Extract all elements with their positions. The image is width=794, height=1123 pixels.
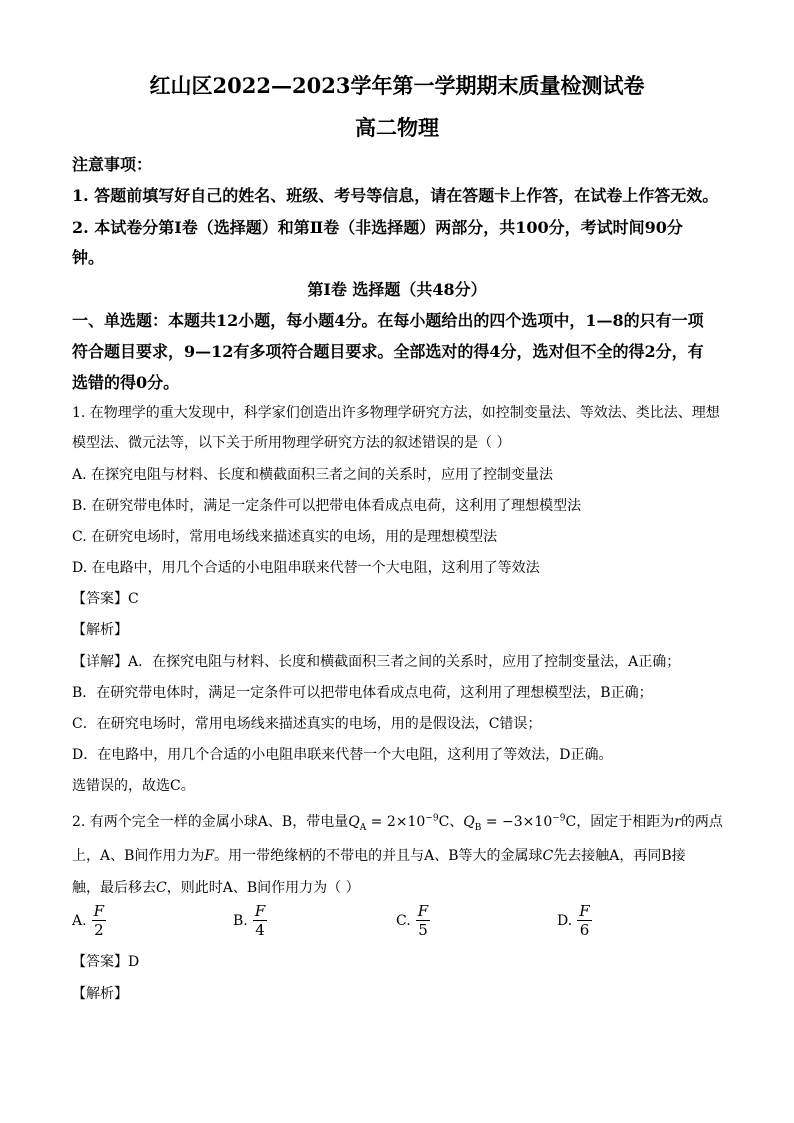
q1-option-b: B. 在研究带电体时，满足一定条件可以把带电体看成点电荷，这利用了理想模型法: [72, 498, 582, 514]
notice-item-1: 1. 答题前填写好自己的姓名、班级、考号等信息，请在答题卡上作答，在试卷上作答无效。: [72, 186, 719, 205]
q1-option-d: D. 在电路中，用几个合适的小电阻串联来代替一个大电阻，这利用了等效法: [72, 560, 540, 576]
q1-stem-line-2: 模型法、微元法等，以下关于所用物理学研究方法的叙述错误的是（ ）: [72, 435, 511, 451]
notice-item-2-cont: 钟。: [72, 248, 105, 267]
q2-stem-text: 2. 有两个完全一样的金属小球A、B，带电量: [72, 814, 349, 830]
part-intro-line-3: 选错的得0分。: [72, 373, 180, 392]
qb-formula: $Q_B = -3\times 10^{-9}C$: [463, 813, 577, 833]
q2-stem-line-2: 上，A、B间作用力为F。用一带绝缘柄的不带电的并且与A、B等大的金属球C先去接触A，再同B接: [72, 848, 686, 864]
q2-answer: 【答案】D: [72, 954, 140, 970]
q2-stem-line-3: 触，最后移去C，则此时A、B间作用力为（ ）: [72, 880, 360, 896]
c-symbol: C: [542, 848, 554, 864]
q1-detail-a: 【详解】A．在探究电阻与材料、长度和横截面积三者之间的关系时，应用了控制变量法，A正确；: [72, 654, 681, 670]
notice-heading: 注意事项：: [72, 155, 153, 174]
q2-analysis-label: 【解析】: [72, 986, 128, 1002]
q1-stem-line-1: 1. 在物理学的重大发现中，科学家们创造出许多物理学研究方法，如控制变量法、等效法、类比法、理想: [72, 405, 720, 421]
r-symbol: r: [674, 814, 681, 830]
q1-detail-c: C．在研究电场时，常用电场线来描述真实的电场，用的是假设法，C错误；: [72, 716, 542, 732]
q2-stem-line-1: 2. 有两个完全一样的金属小球A、B，带电量$Q_A = 2\times 10^{-9}C$、$Q_B = -3\times 10^{-9}C$，固定于相距为r的两点: [72, 813, 723, 833]
q2-option-d: D. $\frac{F}{6}$: [557, 902, 590, 939]
q1-analysis-label: 【解析】: [72, 622, 128, 638]
q1-detail-d: D．在电路中，用几个合适的小电阻串联来代替一个大电阻，这利用了等效法，D正确。: [72, 747, 613, 763]
f-symbol: F: [204, 848, 215, 864]
c-symbol-2: C: [156, 880, 167, 896]
q2-option-a: A. $\frac{F}{2}$: [72, 902, 105, 939]
q1-detail-b: B．在研究带电体时，满足一定条件可以把带电体看成点电荷，这利用了理想模型法，B正确；: [72, 685, 653, 701]
q1-option-a: A. 在探究电阻与材料、长度和横截面积三者之间的关系时，应用了控制变量法: [72, 467, 554, 483]
q2-option-b: B. $\frac{F}{4}$: [233, 902, 266, 939]
section-title: 第Ⅰ卷 选择题（共48分）: [307, 280, 487, 299]
part-intro-line-1: 一、单选题：本题共12小题，每小题4分。在每小题给出的四个选项中，1—8的只有一项: [72, 311, 704, 330]
q2-option-c: C. $\frac{F}{5}$: [396, 902, 429, 939]
qa-formula: $Q_A = 2\times 10^{-9}C$: [348, 813, 450, 833]
q1-conclusion: 选错误的，故选C。: [72, 778, 195, 794]
exam-subtitle: 高二物理: [355, 115, 439, 140]
exam-title: 红山区2022—2023学年第一学期期末质量检测试卷: [149, 73, 645, 98]
part-intro-line-2: 符合题目要求，9—12有多项符合题目要求。全部选对的得4分，选对但不全的得2分，有: [72, 342, 704, 361]
q1-answer: 【答案】C: [72, 591, 139, 607]
q1-option-c: C. 在研究电场时，常用电场线来描述真实的电场，用的是理想模型法: [72, 529, 498, 545]
notice-item-2: 2. 本试卷分第Ⅰ卷（选择题）和第Ⅱ卷（非选择题）两部分，共100分，考试时间90分: [72, 218, 683, 237]
